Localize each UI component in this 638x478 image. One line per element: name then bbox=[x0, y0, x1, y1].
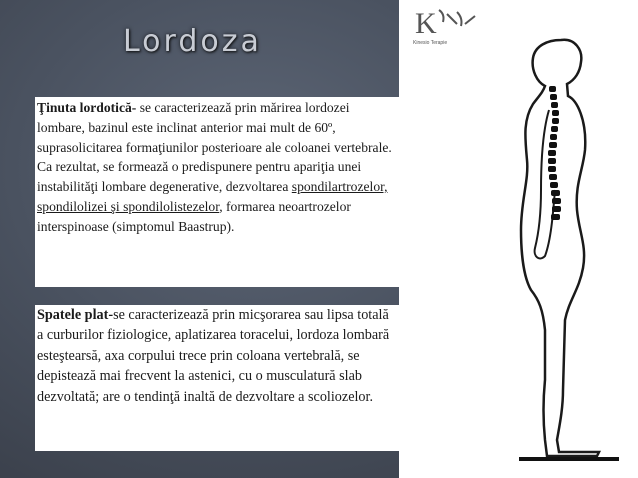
term-flat-back: Spatele plat- bbox=[37, 307, 114, 323]
logo-letter: K bbox=[415, 7, 437, 40]
text-lordotic-part1: se caracterizează prin mărirea lordozei lombare, bazinul este inclinat anterior mai mult de 60º, suprasolicitarea formaţiunilor posterioare ale coloanei vertebrale. Ca rezultat, se formează o predispunere pentru apariţia unei instabilităţi lombare degenerative, dezvoltarea bbox=[37, 100, 392, 195]
paragraph-lordotic-posture bbox=[37, 98, 397, 237]
ground-line bbox=[519, 457, 619, 461]
posture-figure bbox=[399, 0, 638, 478]
slide-title: Lordoza bbox=[123, 24, 262, 59]
logo-caption: Kinesio Terapie bbox=[413, 40, 448, 46]
underlined-terms: spondilartrozelor, spondilolizei şi spondilolistezelor bbox=[37, 179, 388, 214]
posture-illustration bbox=[399, 0, 638, 478]
body-outline bbox=[521, 40, 599, 456]
text-flat-back: se caracterizează prin micşorarea sau lipsa totală a curburilor fiziologice, aplatizarea toracelui, lordoza lombară esteştearsă, axa corpului trece prin coloana vertebrală, se depistează mai frecvent la astenici, cu o musculatură slab dezvoltată; are o tendinţă inaltă de dezvoltare a scoliozelor. bbox=[37, 307, 390, 405]
spine bbox=[548, 86, 561, 220]
term-lordotic-posture: Ţinuta lordotică- bbox=[37, 100, 137, 115]
text-lordotic-part2: , formarea neoartrozelor interspinoase (simptomul Baastrup). bbox=[37, 198, 351, 234]
logo bbox=[413, 7, 475, 46]
paragraph-flat-back bbox=[37, 305, 397, 407]
